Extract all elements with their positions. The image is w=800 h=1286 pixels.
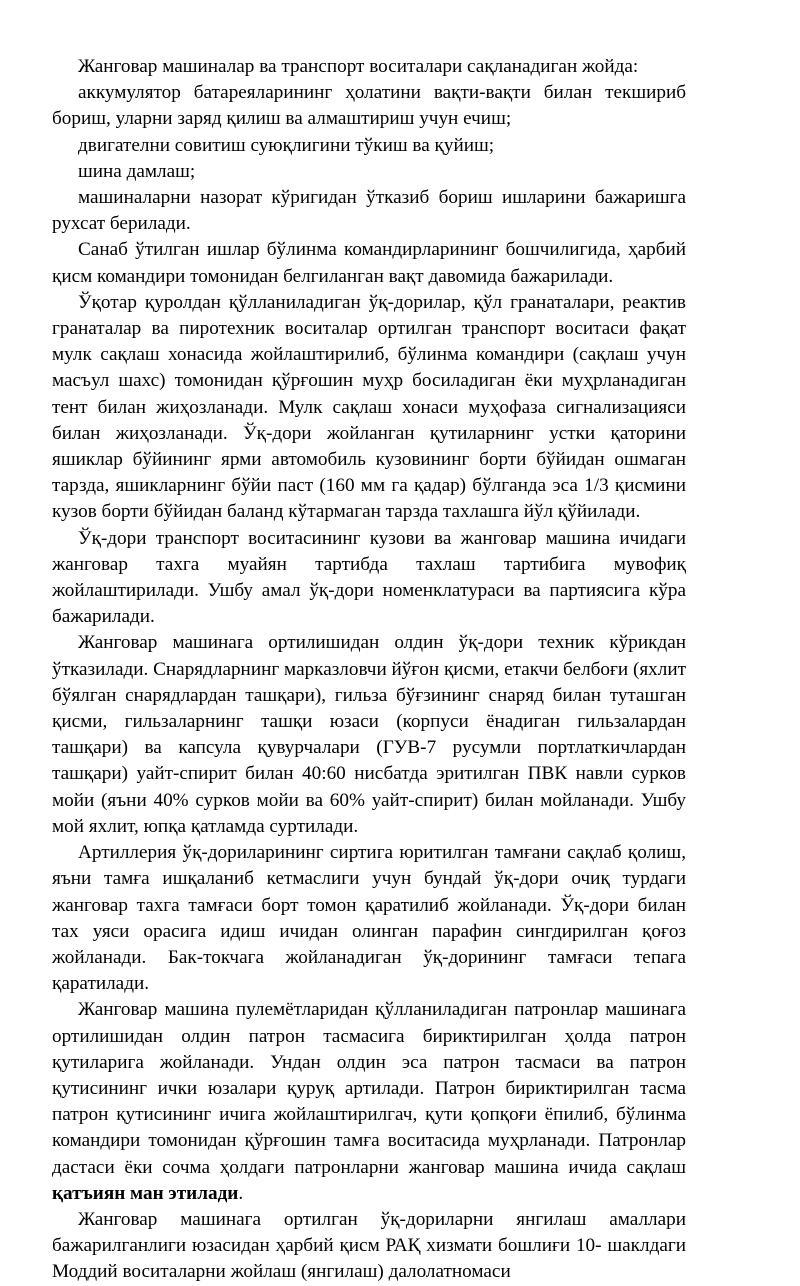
paragraph-artillery-marking: Артиллерия ўқ-дориларининг сиртига юритилган тамғани сақлаб қолиш, яъни тамға ишқаланиб кетмаслиги учун бундай ўқ-дори очиқ турдаги жанговар тахга тамғаси борт томон қаратилиб жойланади. Ўқ-дори билан тах уяси орасига идиш ичидан олинган парафин сингдирилган қоғоз жойланади. Бак-токчага жойланадиган ўқ-дорининг тамғаси тепага қаратилади. (52, 842, 686, 995)
paragraph-ammunition-storage: Ўқотар қуролдан қўлланиладиган ўқ-дорилар, қўл гранаталари, реактив гранаталар ва пиротехник воситалар ортилган транспорт воситаси фақат мулк сақлаш хонасида жойлаштирилиб, бўлинма командири (сақлаш учун масъул шахс) томонидан қўрғошин муҳр босиладиган ёки муҳрланадиган тент билан жиҳозланади. Мулк сақлаш хонаси муҳофаза сигнализацияси билан жиҳозланади. Ўқ-дори жойланган қутиларнинг устки қаторини яшиклар бўйининг ярми автомобиль кузовининг борти бўйидан ошмаган тарзда, яшикларнинг бўйи паст (160 мм га қадар) бўлганда эса 1/3 қисмини кузов борти бўйидан баланд кўтармаган тарзда тахлашга йўл қўйилади. (52, 291, 686, 523)
list-item-battery: аккумулятор батареяларининг ҳолатини вақти-вақти билан текшириб бориш, уларни заряд қилиш ва алмаштириш учун ечиш; (52, 82, 686, 130)
prohibition-emphasis: қатъиян ман этилади (52, 1182, 239, 1204)
list-item-tire: шина дамлаш; (78, 160, 196, 182)
list-item-inspection: машиналарни назорат кўригидан ўтказиб бориш ишларини бажаришга рухсат берилади. (52, 187, 686, 235)
paragraph-machine-gun-cartridges (52, 997, 686, 1207)
document-page (52, 54, 686, 1286)
cartridges-text: Жанговар машина пулемётларидан қўлланиладиган патронлар машинага ортилишидан олдин патрон тасмасига бириктирилган ҳолда патрон қутиларига жойланади. Ундан олдин эса патрон тасмаси ва патрон қутисининг ички юзалари қуруқ артилади. Патрон бириктирилган тасма патрон қутисининг ичига жойлаштирилгач, қути қопқоғи ёпилиб, бўлинма командири томонидан қўрғошин тамға воситасида муҳрланади. Патронлар дастаси ёки сочма ҳолдаги патронларни жанговар машина ичида сақлаш (52, 999, 686, 1178)
paragraph-intro: Жанговар машиналар ва транспорт воситалари сақланадиган жойда: (78, 56, 639, 77)
cartridges-text-end: . (238, 1182, 244, 1204)
paragraph-renewal-act: Жанговар машинага ортилган ўқ-дориларни янгилаш амаллари бажарилганлиги юзасидан ҳарбий қисм РАҚ хизмати бошлиғи 10- шаклдаги Моддий воситаларни жойлаш (янгилаш) далолатномаси (52, 1208, 686, 1283)
list-item-coolant: двигателни совитиш суюқлигини тўкиш ва қуйиш; (78, 134, 495, 156)
paragraph-commanders: Санаб ўтилган ишлар бўлинма командирларининг бошчилигида, ҳарбий қисм командири томонидан белгиланган вақт давомида бажарилади. (52, 239, 686, 287)
paragraph-technical-inspection: Жанговар машинага ортилишидан олдин ўқ-дори техник кўрикдан ўтказилади. Снарядларнинг марказловчи йўғон қисми, етакчи белбоғи (яхлит бўялган снарядлардан ташқари), гильза бўғзининг снаряд билан туташган қисми, гильзаларнинг ташқи юзаси (корпуси ёнадиган гильзалардан ташқари) ва капсула қувурчалари (ГУВ-7 русумли портлаткичлардан ташқари) уайт-спирит билан 40:60 нисбатда эритилган ПВК навли сурков мойи (яъни 40% сурков мойи ва 60% уайт-спирит) билан мойланади. Ушбу мой яхлит, юпқа қатламда суртилади. (52, 632, 686, 837)
paragraph-combat-stowage: Ўқ-дори транспорт воситасининг кузови ва жанговар машина ичидаги жанговар тахга муайян тартибда тахлаш тартибига мувофиқ жойлаштирилади. Ушбу амал ўқ-дори номенклатураси ва партиясига кўра бажарилади. (52, 527, 686, 628)
